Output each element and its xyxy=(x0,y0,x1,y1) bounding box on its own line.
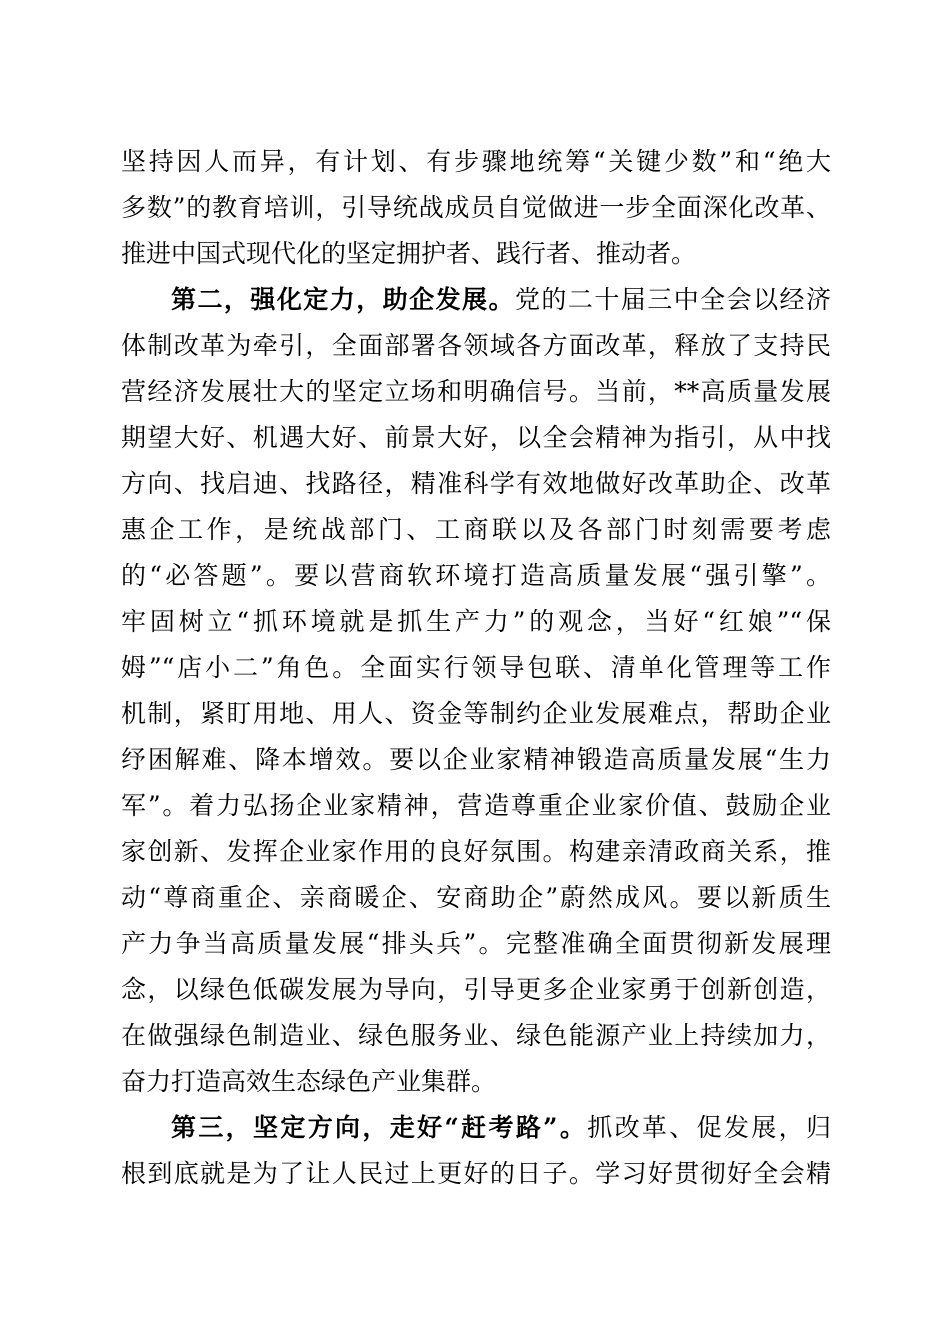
section-heading: 第二，强化定力，助企发展。 xyxy=(171,285,515,314)
text-line: 惠企工作，是统战部门、工商联以及各部门时刻需要考虑 xyxy=(121,515,831,544)
paragraph-1 xyxy=(121,139,831,277)
text-line: 坚持因人而异，有计划、有步骤地统筹“关键少数”和“绝大 xyxy=(121,147,831,176)
text-line: 军”。着力弘扬企业家精神，营造尊重企业家价值、鼓励企业 xyxy=(121,791,831,820)
text-line: 奋力打造高效生态绿色产业集群。 xyxy=(121,1067,497,1096)
text-run: 抓改革、促发展，归 xyxy=(587,1113,831,1142)
text-run: 党的二十届三中全会以经济 xyxy=(514,285,831,314)
text-line: 体制改革为牵引，全面部署各领域各方面改革，释放了支持民 xyxy=(121,331,831,360)
text-line: 在做强绿色制造业、绿色服务业、绿色能源产业上持续加力， xyxy=(121,1021,831,1050)
text-line: 方向、找启迪、找路径，精准科学有效地做好改革助企、改革 xyxy=(121,469,831,498)
text-line: 牢固树立“抓环境就是抓生产力”的观念，当好“红娘”“保 xyxy=(121,607,831,636)
paragraph-first-line xyxy=(121,277,831,323)
text-line: 姆”“店小二”角色。全面实行领导包联、清单化管理等工作 xyxy=(121,653,831,682)
document-page xyxy=(121,139,831,1197)
text-line: 产力争当高质量发展“排头兵”。完整准确全面贯彻新发展理 xyxy=(121,929,831,958)
text-line: 家创新、发挥企业家作用的良好氛围。构建亲清政商关系，推 xyxy=(121,837,831,866)
text-line: 念，以绿色低碳发展为导向，引导更多企业家勇于创新创造， xyxy=(121,975,831,1004)
paragraph-2 xyxy=(121,277,831,1105)
text-line: 纾困解难、降本增效。要以企业家精神锻造高质量发展“生力 xyxy=(121,745,831,774)
text-line: 的“必答题”。要以营商软环境打造高质量发展“强引擎”。 xyxy=(121,561,831,590)
text-line: 根到底就是为了让人民过上更好的日子。学习好贯彻好全会精 xyxy=(121,1159,831,1188)
text-line: 多数”的教育培训，引导统战成员自觉做进一步全面深化改革、 xyxy=(121,193,831,222)
text-line: 动“尊商重企、亲商暖企、安商助企”蔚然成风。要以新质生 xyxy=(121,883,831,912)
text-line: 机制，紧盯用地、用人、资金等制约企业发展难点，帮助企业 xyxy=(121,699,831,728)
paragraph-first-line xyxy=(121,1105,831,1151)
text-line: 营经济发展壮大的坚定立场和明确信号。当前，**高质量发展 xyxy=(121,377,831,406)
text-line: 推进中国式现代化的坚定拥护者、践行者、推动者。 xyxy=(121,239,697,268)
paragraph-3 xyxy=(121,1105,831,1197)
section-heading: 第三，坚定方向，走好“赶考路”。 xyxy=(171,1113,588,1142)
text-line: 期望大好、机遇大好、前景大好，以全会精神为指引，从中找 xyxy=(121,423,831,452)
